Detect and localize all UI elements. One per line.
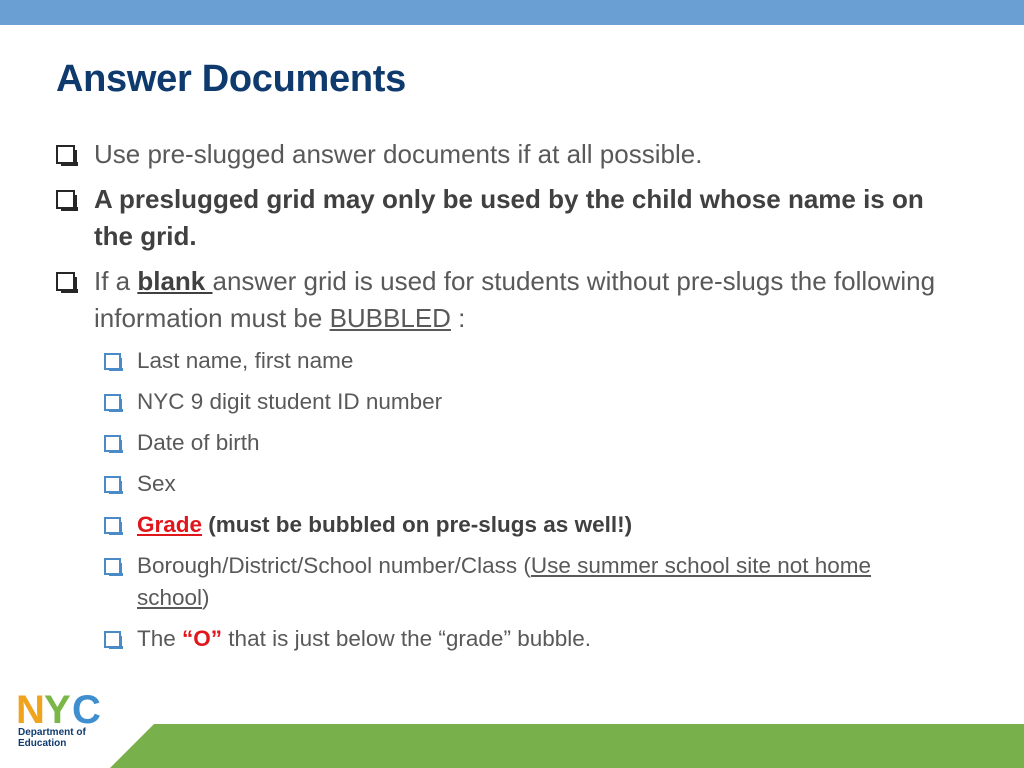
sub-bullet-text: Date of birth — [137, 430, 260, 455]
slide-title: Answer Documents — [56, 58, 406, 100]
checkbox-bullet-icon — [104, 517, 121, 534]
slide-body — [56, 136, 936, 664]
grade-emphasis: Grade — [137, 512, 203, 537]
sub-bullet-borough — [100, 550, 936, 614]
sub-bullet-text-end: that is just below the “grade” bubble. — [222, 626, 592, 651]
bullet-preslugged-docs — [56, 136, 936, 173]
sub-bullet-grade — [100, 509, 936, 541]
checkbox-bullet-icon — [104, 394, 121, 411]
logo-line-1: Department of — [18, 727, 86, 738]
bullet-text: A preslugged grid may only be used by the child whose name is on the grid. — [94, 184, 924, 251]
bullet-text-start: If a — [94, 266, 138, 296]
checkbox-bullet-icon — [104, 476, 121, 493]
checkbox-bullet-icon — [56, 272, 75, 291]
checkbox-bullet-icon — [56, 145, 75, 164]
logo-caption — [18, 727, 86, 749]
bubbled-emphasis: BUBBLED — [329, 303, 451, 333]
logo-c-letter: C — [72, 688, 101, 732]
bullet-text-end: : — [450, 303, 466, 333]
checkbox-bullet-icon — [104, 631, 121, 648]
sub-bullet-text-start: The — [137, 626, 183, 651]
sub-bullet-text-end: ) — [202, 585, 210, 610]
bullet-preslugged-grid — [56, 181, 936, 255]
blank-emphasis: blank — [137, 266, 213, 296]
logo-y-letter: Y — [44, 688, 71, 732]
sub-bullet-text: Sex — [137, 471, 176, 496]
checkbox-bullet-icon — [56, 190, 75, 209]
sub-bullet-list — [56, 345, 936, 655]
sub-bullet-dob — [100, 427, 936, 459]
sub-bullet-name — [100, 345, 936, 377]
checkbox-bullet-icon — [104, 353, 121, 370]
o-emphasis: “O” — [182, 626, 223, 651]
checkbox-bullet-icon — [104, 558, 121, 575]
logo-n-letter: N — [16, 688, 45, 732]
sub-bullet-text: Last name, first name — [137, 348, 354, 373]
checkbox-bullet-icon — [104, 435, 121, 452]
sub-bullet-o-bubble — [100, 623, 936, 655]
logo-line-2: Education — [18, 738, 67, 749]
sub-bullet-text: (must be bubbled on pre-slugs as well!) — [202, 512, 633, 537]
sub-bullet-text: NYC 9 digit student ID number — [137, 389, 443, 414]
bullet-text: Use pre-slugged answer documents if at all possible. — [94, 139, 703, 169]
bullet-blank-grid — [56, 263, 936, 337]
bullet-text-mid: answer grid is used for students without pre-slugs the following information must be — [94, 266, 936, 333]
footer-green-bar — [110, 724, 1024, 768]
sub-bullet-student-id — [100, 386, 936, 418]
sub-bullet-text-start: Borough/District/School number/Class ( — [137, 553, 531, 578]
summer-school-note: Use summer school site not home school — [137, 553, 872, 610]
top-accent-bar — [0, 0, 1024, 25]
sub-bullet-sex — [100, 468, 936, 500]
